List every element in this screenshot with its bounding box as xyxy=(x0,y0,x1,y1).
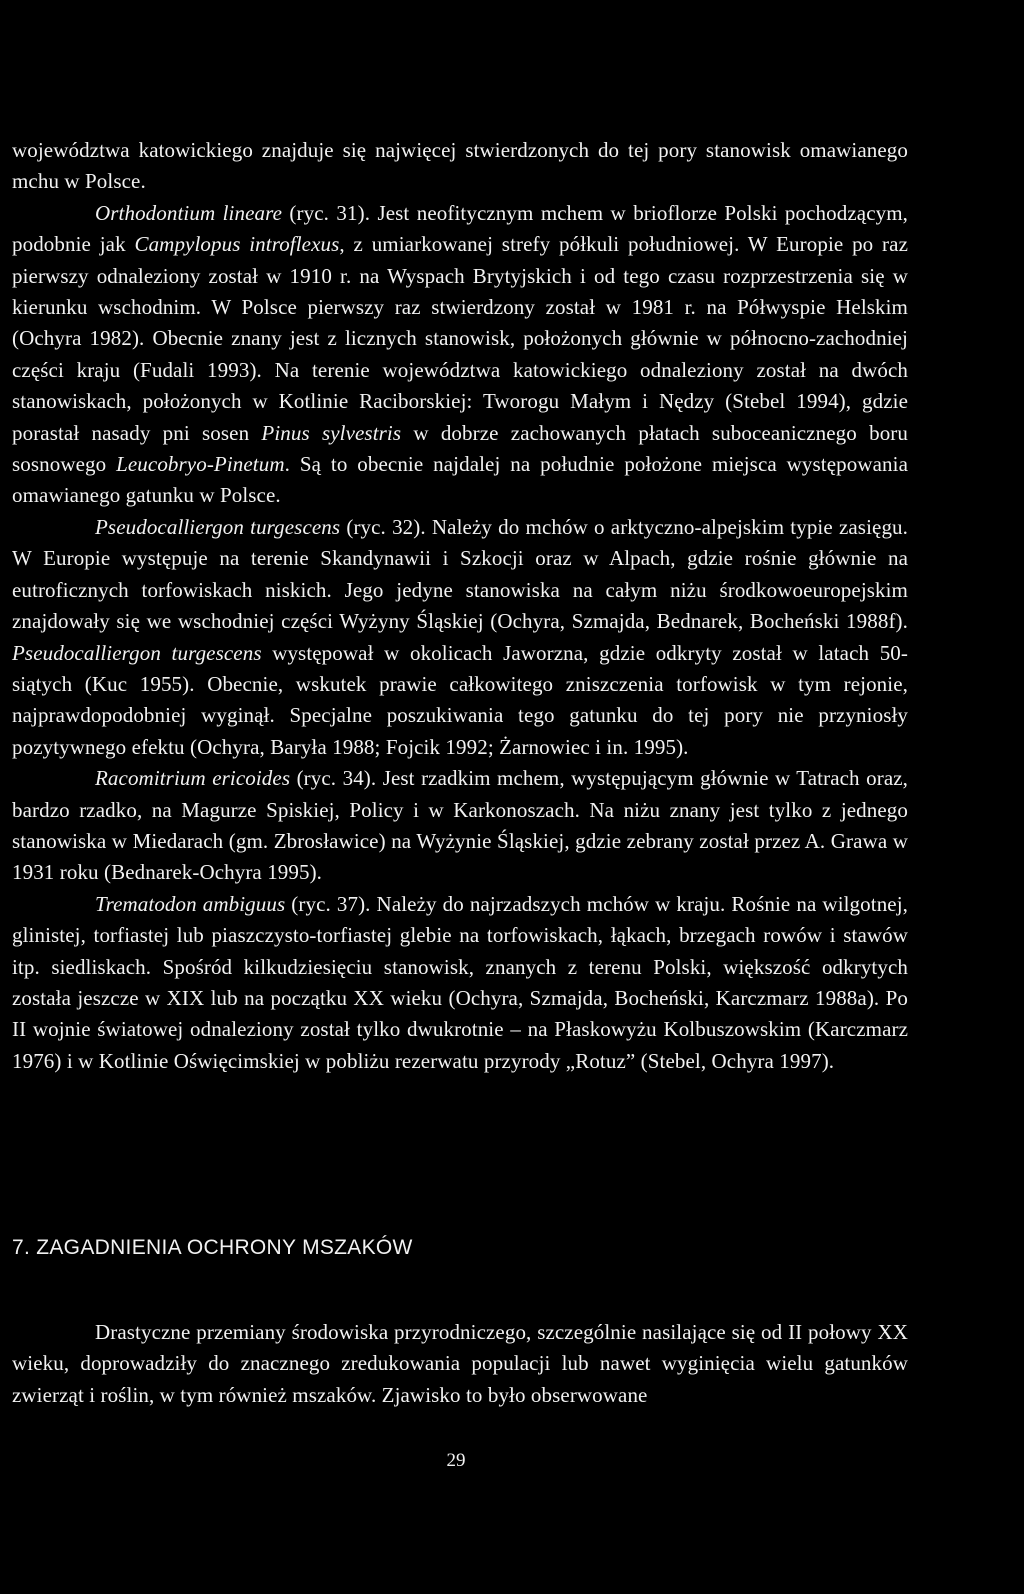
text-run: . Są to obecnie najdalej na południe położone miejsca występowania omawianego gatunku w Polsce. xyxy=(12,452,908,508)
section-text-block xyxy=(12,1317,908,1411)
text-run: (ryc. 32). Należy do mchów o arktyczno-alpejskim typie zasięgu. W Europie występuje na terenie Skandynawii i Szkocji oraz w Alpach, gdzie rośnie głównie na eutroficznych torfowiskach niskich. Jego jedyne stanowiska na całym niżu środkowoeuropejskim znajdowały się we wschodniej części Wyżyny Śląskiej (Ochyra, Szmajda, Bednarek, Bocheński 1988f). xyxy=(12,514,908,634)
species-name: Pseudocalliergon turgescens xyxy=(12,640,262,665)
paragraph-racomitrium xyxy=(12,763,908,889)
paragraph-section-intro: Drastyczne przemiany środowiska przyrodniczego, szczególnie nasilające się od II połowy XX wieku, doprowadziły do znacznego zredukowania populacji lub nawet wyginięcia wielu gatunków zwierząt i roślin, w tym również mszaków. Zjawisko to było obserwowane xyxy=(12,1320,908,1407)
species-name: Orthodontium lineare xyxy=(95,200,283,225)
page-number: 29 xyxy=(446,1450,466,1471)
species-name: Campylopus introflexus xyxy=(134,232,340,257)
paragraph-trematodon xyxy=(12,889,908,1077)
species-name: Pinus sylvestris xyxy=(261,420,402,445)
text-run: występował w okolicach Jaworzna, gdzie odkryty został w latach 50-siątych (Kuc 1955). Obecnie, wskutek prawie całkowitego zniszczenia torfowisk w tym rejonie, najprawdopodobniej wyginął. Specjalne poszukiwania tego gatunku do tej pory nie przyniosły pozytywnego efektu (Ochyra, Baryła 1988; Fojcik 1992; Żarnowiec i in. 1995). xyxy=(12,640,908,759)
paragraph-pseudocalliergon xyxy=(12,512,908,763)
text-block xyxy=(12,135,908,1077)
species-name: Pseudocalliergon turgescens xyxy=(95,514,341,539)
species-name: Leucobryo-Pinetum xyxy=(116,452,285,477)
text-run: w dobrze zachowanych płatach suboceanicznego boru sosnowego xyxy=(12,420,908,477)
text-run: (ryc. 37). Należy do najrzadszych mchów w kraju. Rośnie na wilgotnej, glinistej, torfiastej lub piaszczysto-torfiastej glebie na torfowiskach, łąkach, brzegach rowów i stawów itp. siedliskach. Spośród kilkudziesięciu stanowisk, znanych z terenu Polski, większość odkrytych została jeszcze w XIX lub na początku XX wieku (Ochyra, Szmajda, Bocheński, Karczmarz 1988a). Po II wojnie światowej odnaleziony został tylko dwukrotnie – na Płaskowyżu Kolbuszowskim (Karczmarz 1976) i w Kotlinie Oświęcimskiej w pobliżu rezerwatu przyrody „Rotuz” (Stebel, Ochyra 1997). xyxy=(12,891,908,1073)
paragraph-orthodontium xyxy=(12,198,908,512)
section-heading: 7. ZAGADNIENIA OCHRONY MSZAKÓW xyxy=(12,1236,413,1259)
text-run: , z umiarkowanej strefy półkuli południowej. W Europie po raz pierwszy odnaleziony został w 1910 r. na Wyspach Brytyjskich i od tego czasu rozprzestrzenia się w kierunku wschodnim. W Polsce pierwszy raz stwierdzony został w 1981 r. na Półwyspie Helskim (Ochyra 1982). Obecnie znany jest z licznych stanowisk, położonych głównie w północno-zachodniej części kraju (Fudali 1993). Na terenie województwa katowickiego odnaleziony został na dwóch stanowiskach, położonych w Kotlinie Raciborskiej: Tworogu Małym i Nędzy (Stebel 1994), gdzie porastał nasady pni sosen xyxy=(12,232,908,445)
species-name: Trematodon ambiguus xyxy=(95,891,286,916)
paragraph-intro xyxy=(12,135,908,198)
species-name: Racomitrium ericoides xyxy=(95,766,291,791)
text-run: (ryc. 34). Jest rzadkim mchem, występującym głównie w Tatrach oraz, bardzo rzadko, na Magurze Spiskiej, Policy i w Karkonoszach. Na niżu znany jest tylko z jednego stanowiska w Miedarach (gm. Zbrosławice) na Wyżynie Śląskiej, gdzie zebrany został przez A. Grawa w 1931 roku (Bednarek-Ochyra 1995). xyxy=(12,766,909,885)
text-run: województwa katowickiego znajduje się najwięcej stwierdzonych do tej pory stanowisk omawianego mchu w Polsce. xyxy=(12,138,908,194)
text-run: (ryc. 31). Jest neofitycznym mchem w brioflorze Polski pochodzącym, podobnie jak xyxy=(12,200,909,257)
